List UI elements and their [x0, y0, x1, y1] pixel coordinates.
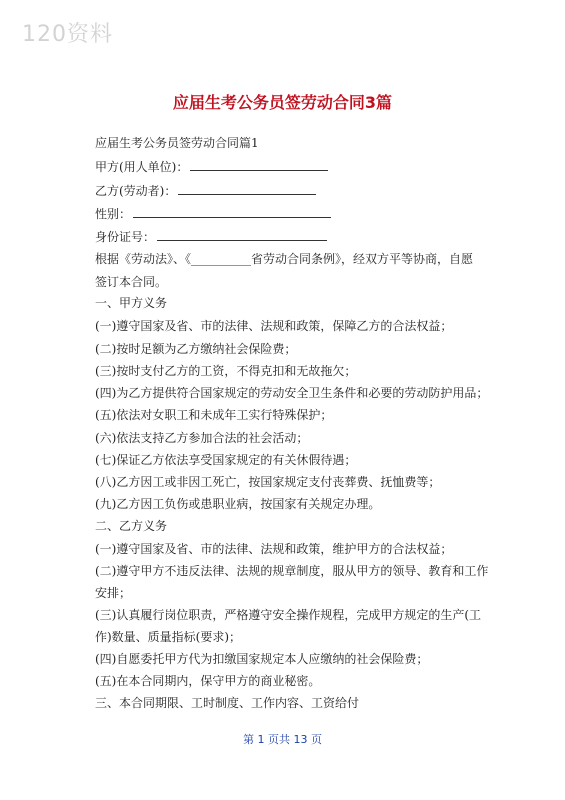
party-a-blank [190, 160, 328, 171]
clause-b3-line-2: 作)数量、质量指标(要求)； [95, 630, 242, 644]
document-title: 应届生考公务员签劳动合同3篇 [172, 93, 393, 112]
clause-b5: (五)在本合同期内，保守甲方的商业秘密。 [95, 674, 321, 688]
contract-heading: 应届生考公务员签劳动合同篇1 [95, 136, 259, 150]
clause-a4: (四)为乙方提供符合国家规定的劳动安全卫生条件和必要的劳动防护用品； [95, 386, 489, 400]
clause-a5: (五)依法对女职工和未成年工实行特殊保护； [95, 408, 333, 422]
clause-a2: (二)按时足额为乙方缴纳社会保险费； [95, 342, 297, 356]
watermark-logo: 120资料 [22, 22, 113, 47]
preamble-line-1: 根据《劳动法》、《__________省劳动合同条例》，经双方平等协商，自愿 [95, 252, 474, 266]
party-a-field [95, 160, 480, 173]
gender-field [95, 207, 480, 220]
clause-a1: (一)遵守国家及省、市的法律、法规和政策，保障乙方的合法权益； [95, 319, 453, 333]
preamble-line-2: 签订本合同。 [95, 275, 168, 289]
clause-a9: (九)乙方因工负伤或患职业病，按国家有关规定办理。 [95, 497, 381, 511]
clause-b2-line-2: 安排； [95, 586, 132, 600]
page-number: 第 1 页共 13 页 [243, 733, 322, 746]
clause-b1: (一)遵守国家及省、市的法律、法规和政策，维护甲方的合法权益； [95, 542, 453, 556]
party-a-label: 甲方(用人单位)： [95, 160, 189, 174]
clause-b3-line-1: (三)认真履行岗位职责，严格遵守安全操作规程，完成甲方规定的生产(工 [95, 608, 482, 622]
clause-a7: (七)保证乙方依法享受国家规定的有关休假待遇； [95, 453, 357, 467]
clause-b4: (四)自愿委托甲方代为扣缴国家规定本人应缴纳的社会保险费； [95, 652, 429, 666]
party-b-label: 乙方(劳动者)： [95, 184, 177, 198]
clause-b2-line-1: (二)遵守甲方不违反法律、法规的规章制度，服从甲方的领导、教育和工作 [95, 564, 489, 578]
id-number-blank [157, 230, 327, 241]
section-heading-party-b: 二、乙方义务 [95, 519, 168, 533]
clause-a8: (八)乙方因工或非因工死亡，按国家规定支付丧葬费、抚恤费等； [95, 475, 441, 489]
gender-label: 性别： [95, 207, 132, 221]
clause-a3: (三)按时支付乙方的工资，不得克扣和无故拖欠； [95, 364, 357, 378]
party-b-blank [178, 184, 316, 195]
gender-blank [133, 207, 331, 218]
section-heading-party-a: 一、甲方义务 [95, 296, 168, 310]
section-heading-term: 三、本合同期限、工时制度、工作内容、工资给付 [95, 696, 360, 710]
id-number-label: 身份证号： [95, 230, 156, 244]
clause-a6: (六)依法支持乙方参加合法的社会活动； [95, 431, 309, 445]
party-b-field [95, 184, 480, 197]
id-number-field [95, 230, 480, 243]
